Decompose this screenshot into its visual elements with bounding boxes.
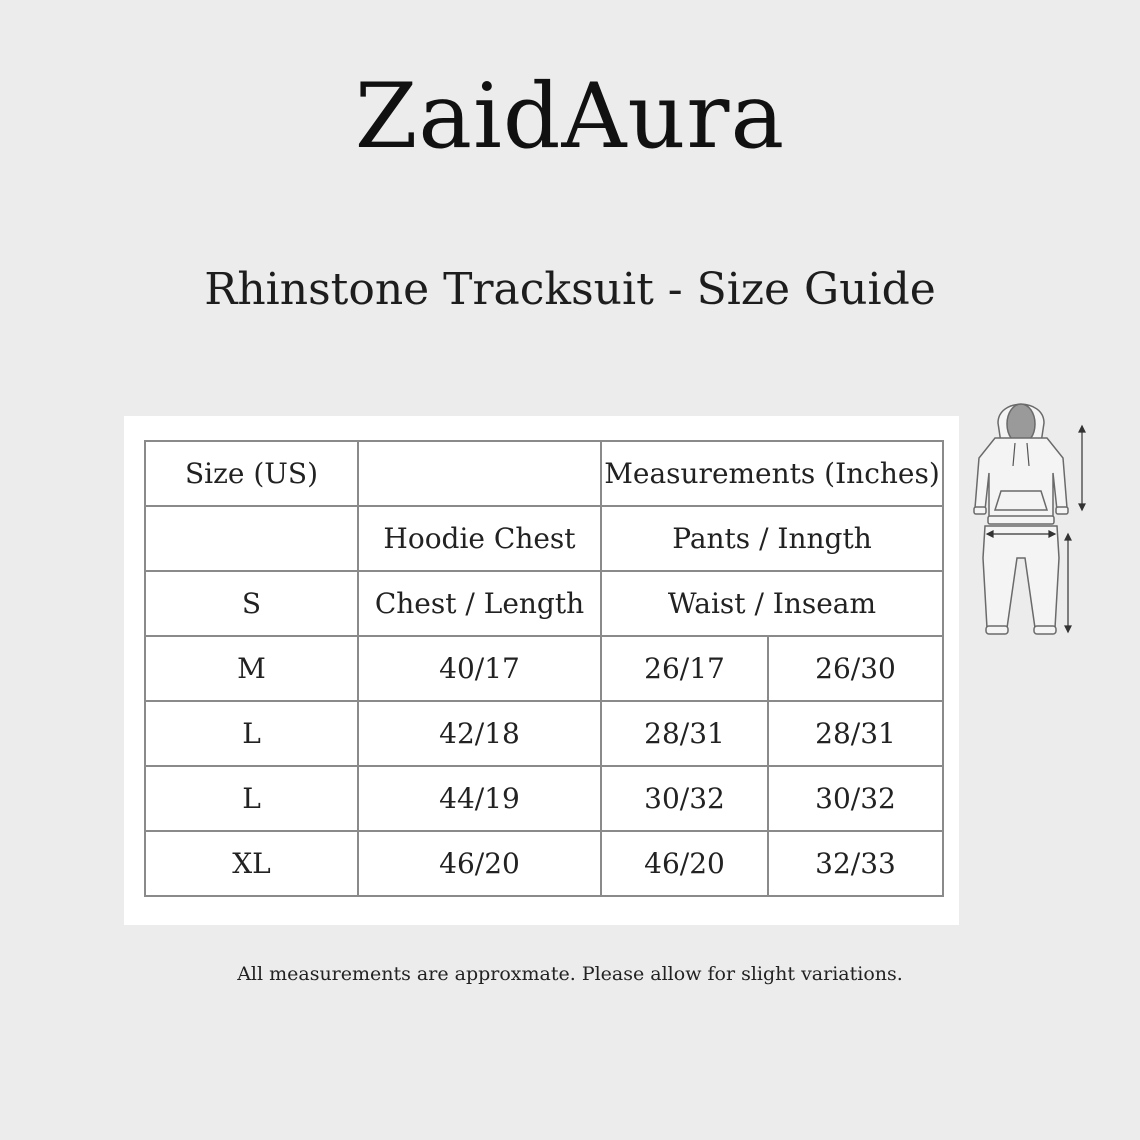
table-header-cell: Size (US) [145, 441, 358, 506]
brand-logo: ZaidAura [354, 64, 786, 169]
table-header-cell: Pants / Inngth [601, 506, 943, 571]
table-cell: 40/17 [358, 636, 601, 701]
table-header-row [145, 571, 943, 636]
table-cell: 44/19 [358, 766, 601, 831]
table-cell: 26/30 [768, 636, 943, 701]
table-header-cell: Measurements (Inches) [601, 441, 943, 506]
size-table [144, 440, 944, 897]
table-cell: 30/32 [601, 766, 768, 831]
table-row [145, 766, 943, 831]
table-row [145, 636, 943, 701]
table-header-cell [358, 441, 601, 506]
table-cell: L [145, 701, 358, 766]
table-header-row [145, 506, 943, 571]
table-cell: XL [145, 831, 358, 896]
table-header-row [145, 441, 943, 506]
table-cell: L [145, 766, 358, 831]
table-header-cell: Waist / Inseam [601, 571, 943, 636]
table-cell: 46/20 [358, 831, 601, 896]
table-header-cell [145, 506, 358, 571]
page-subtitle: Rhinstone Tracksuit - Size Guide [204, 264, 936, 315]
table-cell: 28/31 [768, 701, 943, 766]
table-header-cell: Hoodie Chest [358, 506, 601, 571]
table-cell: 28/31 [601, 701, 768, 766]
table-cell: 46/20 [601, 831, 768, 896]
table-row [145, 701, 943, 766]
disclaimer-note: All measurements are approxmate. Please allow for slight variations. [237, 963, 903, 985]
table-cell: 32/33 [768, 831, 943, 896]
table-row [145, 831, 943, 896]
table-cell: M [145, 636, 358, 701]
table-header-cell: S [145, 571, 358, 636]
table-cell: 30/32 [768, 766, 943, 831]
size-table-card [124, 416, 959, 925]
table-cell: 42/18 [358, 701, 601, 766]
tracksuit-illustration-icon [955, 388, 1095, 648]
table-cell: 26/17 [601, 636, 768, 701]
table-header-cell: Chest / Length [358, 571, 601, 636]
